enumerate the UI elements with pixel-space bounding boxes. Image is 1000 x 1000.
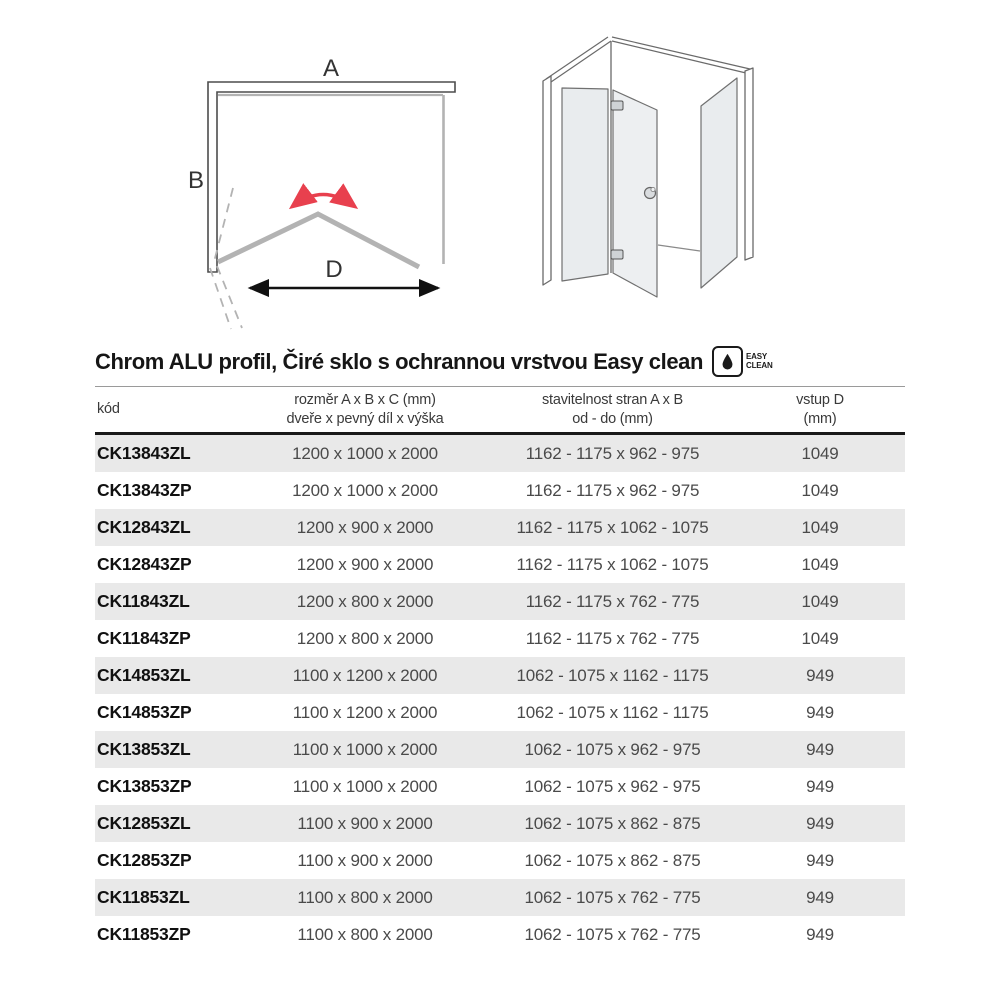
- table-row: [95, 916, 905, 953]
- cell-rozmer: 1100 x 1000 x 2000: [292, 776, 438, 796]
- cell-stavitelnost: 1062 - 1075 x 1162 - 1175: [516, 702, 709, 722]
- cell-vstup: 949: [806, 776, 834, 796]
- cell-rozmer: 1100 x 1000 x 2000: [292, 739, 438, 759]
- dimension-label-d: D: [325, 256, 343, 283]
- right-glass-panel: [701, 78, 737, 288]
- cell-rozmer: 1200 x 800 x 2000: [296, 591, 434, 611]
- cell-vstup: 1049: [801, 591, 839, 611]
- cell-stavitelnost: 1162 - 1175 x 1062 - 1075: [516, 554, 709, 574]
- cell-vstup: 949: [806, 924, 834, 944]
- cell-stavitelnost: 1062 - 1075 x 862 - 875: [524, 813, 701, 833]
- right-wall-profile: [745, 68, 753, 260]
- cell-stavitelnost: 1162 - 1175 x 1062 - 1075: [516, 517, 709, 537]
- cell-kod: CK11843ZL: [97, 591, 190, 611]
- top-frame-right: [612, 37, 750, 73]
- table-row: [95, 842, 905, 879]
- cell-rozmer: 1200 x 1000 x 2000: [292, 480, 438, 500]
- cell-rozmer: 1200 x 900 x 2000: [296, 554, 434, 574]
- top-frame-left: [546, 37, 611, 82]
- cell-kod: CK14853ZL: [97, 665, 191, 685]
- header-vstup: vstup D (mm): [796, 391, 844, 427]
- table-row: [95, 694, 905, 731]
- cell-stavitelnost: 1162 - 1175 x 762 - 775: [525, 628, 700, 648]
- hinge-top-icon: [611, 101, 623, 110]
- door-chevron: [218, 214, 419, 267]
- cell-kod: CK12843ZP: [97, 554, 192, 574]
- cell-rozmer: 1100 x 800 x 2000: [297, 887, 433, 907]
- cell-vstup: 1049: [801, 517, 839, 537]
- cell-rozmer: 1100 x 1200 x 2000: [292, 665, 438, 685]
- cell-stavitelnost: 1162 - 1175 x 962 - 975: [525, 443, 700, 463]
- cell-stavitelnost: 1062 - 1075 x 962 - 975: [524, 739, 701, 759]
- cell-vstup: 949: [806, 665, 834, 685]
- cell-vstup: 949: [806, 887, 834, 907]
- cell-rozmer: 1100 x 800 x 2000: [297, 924, 433, 944]
- cell-kod: CK13853ZL: [97, 739, 191, 759]
- dimension-label-a: A: [322, 55, 340, 82]
- cell-vstup: 1049: [801, 480, 839, 500]
- cell-vstup: 949: [806, 702, 834, 722]
- table-row: [95, 620, 905, 657]
- header-stavitelnost: stavitelnost stran A x B od - do (mm): [541, 391, 684, 427]
- cell-kod: CK11853ZP: [97, 924, 191, 944]
- table-header: [95, 386, 905, 435]
- table-row: [95, 768, 905, 805]
- cell-vstup: 949: [806, 739, 834, 759]
- left-wall-profile: [543, 76, 551, 285]
- door-knob-highlight: [651, 187, 655, 191]
- left-glass-panel: [562, 88, 608, 281]
- hinge-bottom-icon: [611, 250, 623, 259]
- cell-vstup: 1049: [801, 443, 839, 463]
- table-row: [95, 509, 905, 546]
- header-kod: kód: [97, 401, 120, 418]
- header-rozmer: rozměr A x B x C (mm) dveře x pevný díl x výška: [286, 391, 444, 427]
- cell-kod: CK13843ZP: [97, 480, 192, 500]
- table-row: [95, 435, 905, 472]
- title-row: [95, 346, 773, 377]
- cell-stavitelnost: 1162 - 1175 x 962 - 975: [525, 480, 700, 500]
- cell-rozmer: 1100 x 900 x 2000: [297, 850, 433, 870]
- easy-clean-label: EASY CLEAN: [746, 351, 773, 370]
- table-row: [95, 805, 905, 842]
- page-title: Chrom ALU profil, Čiré sklo s ochrannou vrstvou Easy clean: [95, 348, 704, 374]
- easy-clean-badge: [712, 346, 773, 377]
- table-body: [95, 435, 905, 953]
- top-view-schematic: [188, 55, 455, 329]
- table-row: [95, 731, 905, 768]
- cell-kod: CK12853ZP: [97, 850, 192, 870]
- cell-vstup: 1049: [801, 628, 839, 648]
- cell-kod: CK12843ZL: [97, 517, 191, 537]
- wall-profile-outline: [208, 82, 455, 272]
- cell-kod: CK13843ZL: [97, 443, 191, 463]
- cell-rozmer: 1200 x 900 x 2000: [296, 517, 434, 537]
- floor-edge-line: [658, 245, 700, 251]
- cell-kod: CK11853ZL: [97, 887, 190, 907]
- cell-rozmer: 1100 x 1200 x 2000: [292, 702, 438, 722]
- cell-stavitelnost: 1062 - 1075 x 862 - 875: [524, 850, 701, 870]
- cell-stavitelnost: 1062 - 1075 x 762 - 775: [524, 924, 701, 944]
- cell-vstup: 949: [806, 813, 834, 833]
- cell-kod: CK13853ZP: [97, 776, 192, 796]
- table-row: [95, 657, 905, 694]
- table-row: [95, 546, 905, 583]
- cell-stavitelnost: 1062 - 1075 x 962 - 975: [524, 776, 701, 796]
- door-swing-arrow-icon: [293, 195, 354, 207]
- cell-rozmer: 1200 x 1000 x 2000: [292, 443, 438, 463]
- spec-table: [95, 386, 905, 953]
- cell-rozmer: 1100 x 900 x 2000: [297, 813, 433, 833]
- cell-kod: CK14853ZP: [97, 702, 192, 722]
- cell-kod: CK11843ZP: [97, 628, 191, 648]
- cell-stavitelnost: 1062 - 1075 x 762 - 775: [524, 887, 701, 907]
- cell-kod: CK12853ZL: [97, 813, 191, 833]
- table-row: [95, 583, 905, 620]
- cell-stavitelnost: 1162 - 1175 x 762 - 775: [525, 591, 700, 611]
- perspective-sketch: [543, 37, 753, 297]
- water-drop-icon: [712, 346, 743, 377]
- cell-vstup: 1049: [801, 554, 839, 574]
- cell-vstup: 949: [806, 850, 834, 870]
- cell-rozmer: 1200 x 800 x 2000: [296, 628, 434, 648]
- technical-diagrams: [0, 0, 1000, 345]
- table-row: [95, 879, 905, 916]
- cell-stavitelnost: 1062 - 1075 x 1162 - 1175: [516, 665, 709, 685]
- dimension-label-b: B: [187, 167, 205, 194]
- table-row: [95, 472, 905, 509]
